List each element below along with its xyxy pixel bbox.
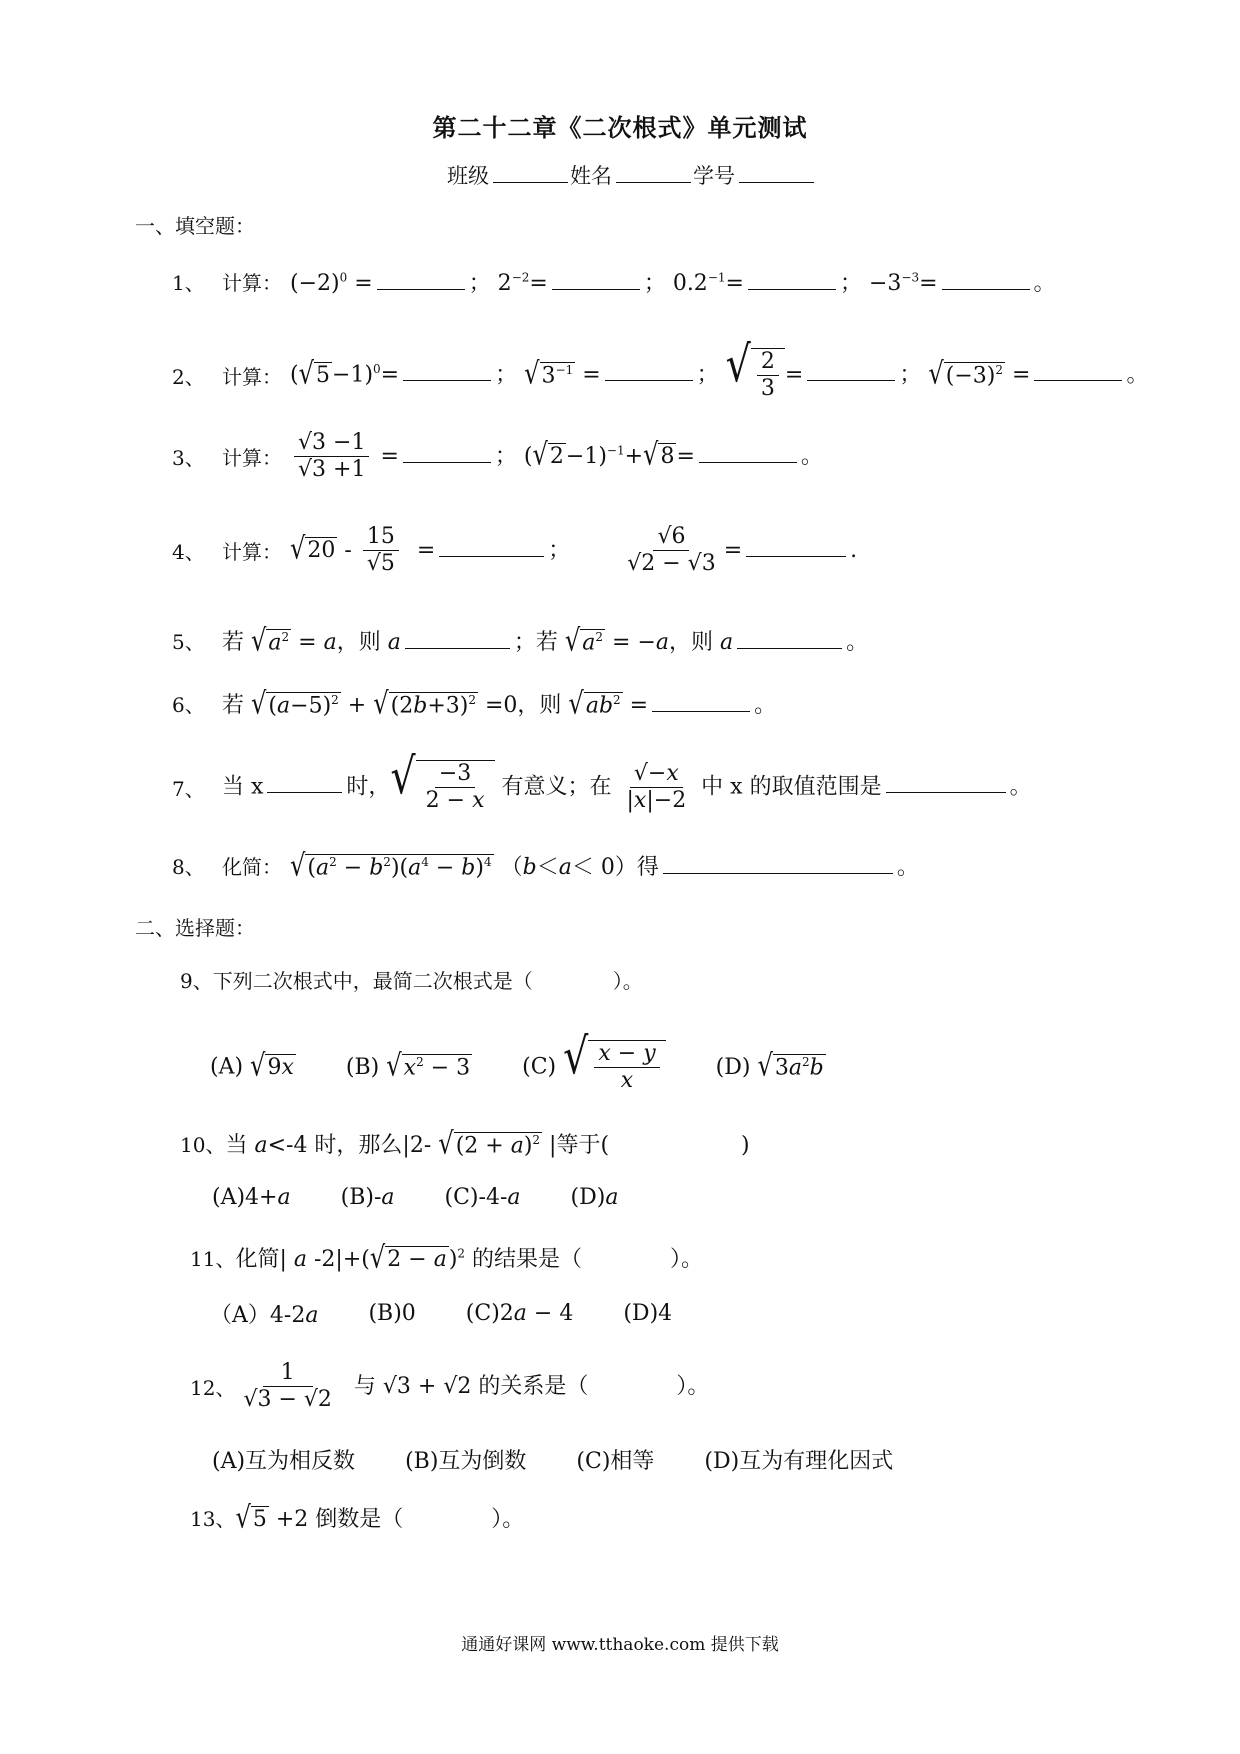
question-10: 10、 当 a<-4 时，那么|2- √ $(2 + a)^2$ |等于( ) bbox=[180, 1126, 750, 1162]
page-title: 第二十二章《二次根式》单元测试 bbox=[432, 113, 808, 142]
name-label: 姓名 bbox=[570, 164, 612, 188]
question-1: 1、 计算： $(-2)^0$ = ； $2^{-2}=$ ； $0.2^{-1}=$ ； $-3^{-3}=$ 。 bbox=[172, 266, 1056, 297]
section-choice: 二、选择题： bbox=[135, 916, 255, 940]
q11-option-d[interactable]: (D)4 bbox=[623, 1301, 673, 1326]
q10-formula: 当 a<-4 时，那么|2- √ $(2 + a)^2$ |等于( ) bbox=[225, 1126, 750, 1162]
question-10-options bbox=[212, 1185, 668, 1210]
question-12-options bbox=[212, 1444, 943, 1475]
q11-option-a[interactable]: （A）4-2a bbox=[210, 1303, 319, 1328]
q4-formula: √ 20 - $\frac{15}{√5}$ = ； $\frac{√6}{√2 - √3}$ = . bbox=[290, 524, 858, 577]
class-blank[interactable] bbox=[493, 164, 568, 183]
q10-option-c[interactable]: (C)-4-a bbox=[444, 1185, 521, 1210]
footer-credit: 通通好课网 www.tthaoke.com 提供下载 bbox=[461, 1635, 779, 1655]
q9-option-d[interactable]: (D) √ $3a^2b$ bbox=[715, 1047, 824, 1083]
q11-option-b[interactable]: (B)0 bbox=[368, 1301, 416, 1326]
q9-option-c[interactable]: (C) √ $\frac{x - y}{x}$ bbox=[522, 1040, 666, 1095]
q12-option-a[interactable]: (A)互为相反数 bbox=[212, 1449, 356, 1474]
question-2: 2、 计算： ( √ 5 −1)$^0$= ； √ $3^{-1}$ = ； √ $\frac{2}{3}$ = ； √ $(-3)^2$ = 。 bbox=[172, 336, 1149, 402]
q10-option-d[interactable]: (D)a bbox=[570, 1185, 619, 1210]
question-13: 13、 √ 5 +2 倒数是（ ）。 bbox=[190, 1500, 525, 1536]
q11-option-c[interactable]: (C)2a − 4 bbox=[465, 1301, 574, 1326]
student-info bbox=[447, 160, 816, 190]
question-11-options bbox=[210, 1298, 722, 1329]
section-fill-in: 一、填空题： bbox=[135, 214, 255, 238]
question-12: 12、 $\frac{1}{√3 - √2}$ 与 √3 + √2 的关系是（ ）。 bbox=[190, 1360, 710, 1413]
id-blank[interactable] bbox=[739, 164, 814, 183]
q12-option-d[interactable]: (D)互为有理化因式 bbox=[704, 1449, 894, 1474]
q9-option-b[interactable]: (B) √ $x^2 - 3$ bbox=[345, 1047, 471, 1083]
q10-option-b[interactable]: (B)-a bbox=[340, 1185, 395, 1210]
q3-formula: $\frac{√3 -1}{√3 +1}$ = ； ( √ 2 −1)$^{-1}$+ √ 8 = 。 bbox=[290, 430, 823, 484]
question-11: 11、 化简| a -2|+( √ 2 − a )$^2$ 的结果是（ ）。 bbox=[190, 1240, 704, 1276]
q11-formula: 化简| a -2|+( √ 2 − a )$^2$ 的结果是（ ）。 bbox=[235, 1240, 704, 1276]
q8-formula: √ $(a^2 - b^2)(a^4 - b)^4$ （b＜a＜ 0）得 。 bbox=[290, 848, 919, 884]
name-blank[interactable] bbox=[616, 164, 691, 183]
question-6: 6、 若 √ $(a-5)^2$ + √ $(2b+3)^2$ =0，则 √ $ab^2$ = 。 bbox=[172, 686, 777, 722]
question-3: 3、 计算： $\frac{√3 -1}{√3 +1}$ = ； ( √ 2 −1)$^{-1}$+ √ 8 = 。 bbox=[172, 430, 823, 483]
q2-formula: ( √ 5 −1)$^0$= ； √ $3^{-1}$ = ； √ $\frac{2}{3}$ = ； √ $(-3)^2$ = 。 bbox=[290, 336, 1149, 402]
q12-option-c[interactable]: (C)相等 bbox=[576, 1449, 655, 1474]
q12-formula: $\frac{1}{√3 - √2}$ 与 √3 + √2 的关系是（ ）。 bbox=[243, 1360, 710, 1413]
q9-option-a[interactable]: (A) √ 9x bbox=[210, 1047, 294, 1083]
q13-formula: √ 5 +2 倒数是（ ）。 bbox=[235, 1500, 525, 1536]
q7-formula: 当 x 时， √ $\frac{-3}{2 - x}$ 有意义；在 $\frac{√-x}{|x|-2}$ 中 x 的取值范围是 。 bbox=[222, 748, 1032, 814]
question-7: 7、 当 x 时， √ $\frac{-3}{2 - x}$ 有意义；在 $\frac{√-x}{|x|-2}$ 中 x 的取值范围是 。 bbox=[172, 748, 1032, 814]
question-5: 5、 若 √ $a^2$ = a，则 a ；若 √ $a^2$ = −a，则 a 。 bbox=[172, 623, 869, 659]
id-label: 学号 bbox=[693, 164, 735, 188]
question-9: 9、下列二次根式中，最简二次根式是（ ）。 bbox=[180, 969, 643, 993]
q10-option-a[interactable]: (A)4+a bbox=[212, 1185, 291, 1210]
class-label: 班级 bbox=[447, 164, 489, 188]
q1-formula: $(-2)^0$ = ； $2^{-2}=$ ； $0.2^{-1}=$ ； $-3^{-3}=$ 。 bbox=[290, 270, 1056, 296]
question-4: 4、 计算： √ 20 - $\frac{15}{√5}$ = ； $\frac{√6}{√2 - √3}$ = . bbox=[172, 524, 858, 577]
question-9-options bbox=[210, 1028, 876, 1095]
question-8: 8、 化简： √ $(a^2 - b^2)(a^4 - b)^4$ （b＜a＜ 0）得 。 bbox=[172, 848, 919, 884]
q12-option-b[interactable]: (B)互为倒数 bbox=[405, 1449, 527, 1474]
q6-formula: 若 √ $(a-5)^2$ + √ $(2b+3)^2$ =0，则 √ $ab^2$ = 。 bbox=[222, 686, 777, 722]
q5-formula: 若 √ $a^2$ = a，则 a ；若 √ $a^2$ = −a，则 a 。 bbox=[222, 623, 869, 659]
